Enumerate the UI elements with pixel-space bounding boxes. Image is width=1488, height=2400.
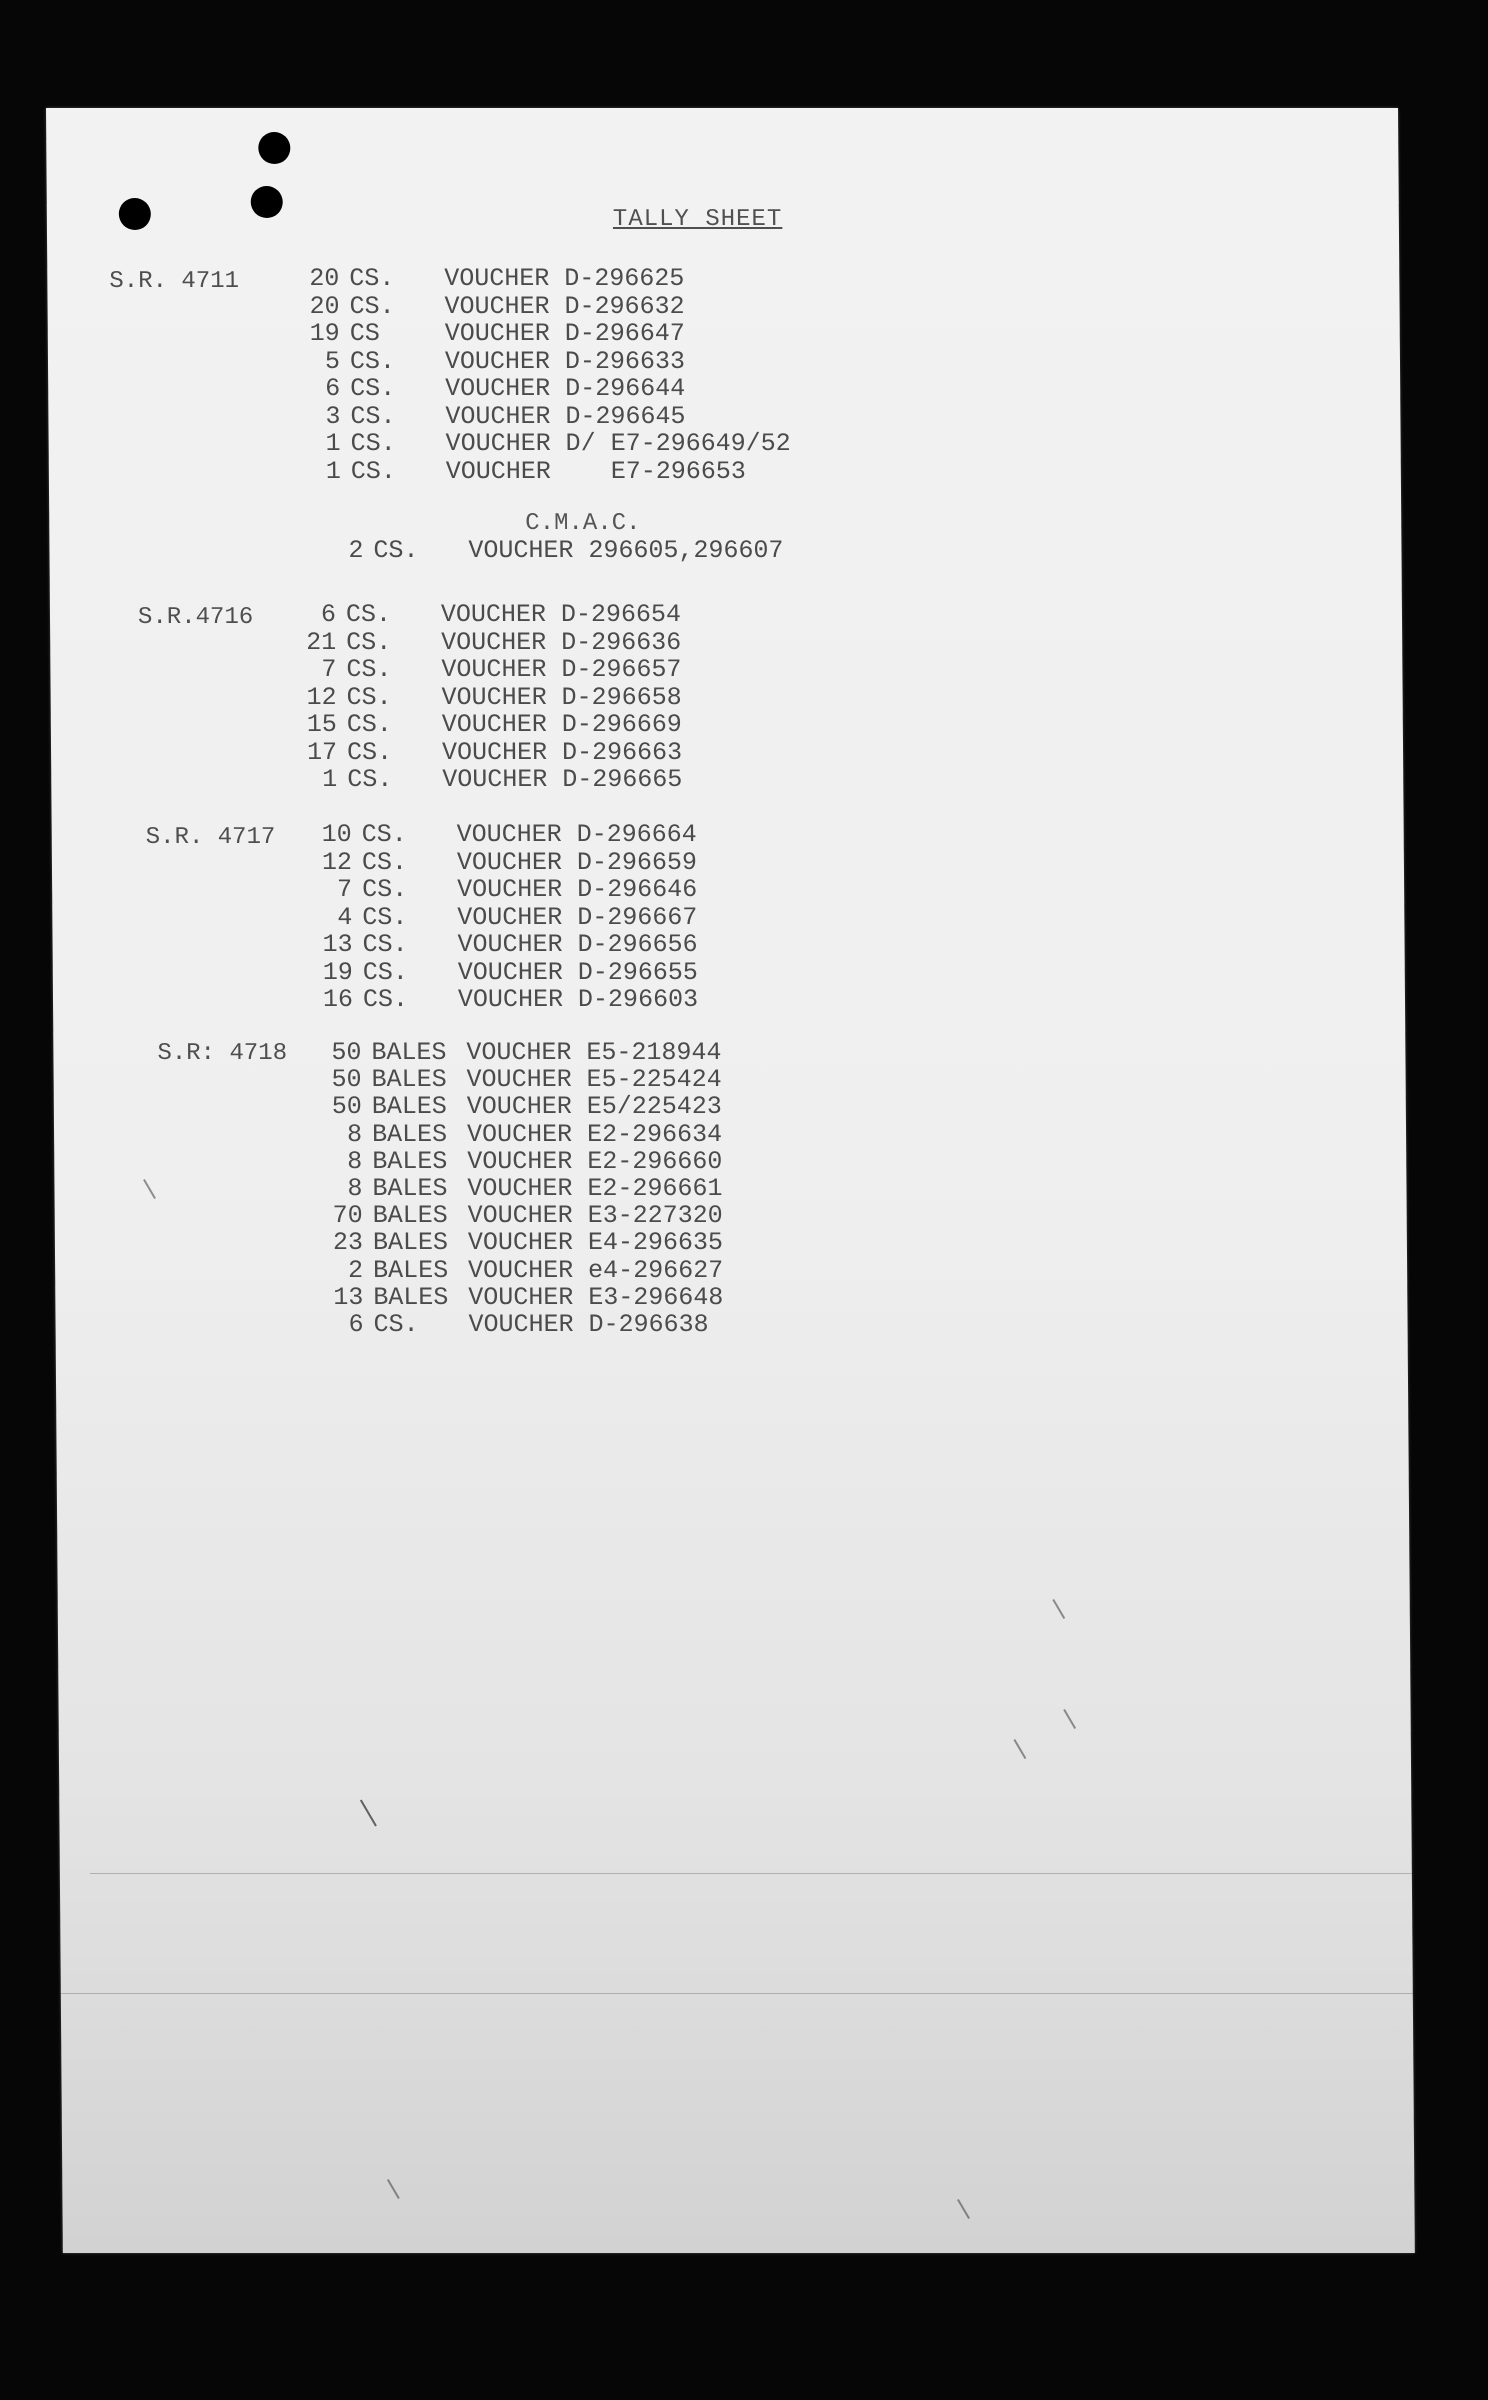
unit: CS. bbox=[346, 655, 392, 684]
fold-line bbox=[90, 1873, 1412, 1874]
scan-mark bbox=[957, 2199, 970, 2219]
quantity: 23 bbox=[332, 1228, 364, 1258]
unit: BALES bbox=[371, 1038, 447, 1067]
tally-line bbox=[321, 1283, 723, 1310]
tally-line bbox=[295, 710, 682, 737]
voucher-label: VOUCHER bbox=[468, 1255, 574, 1285]
voucher-number: E2-296660 bbox=[587, 1146, 723, 1176]
quantity: 8 bbox=[346, 1119, 363, 1149]
scan-mark bbox=[143, 1179, 156, 1199]
voucher-number: D-296636 bbox=[561, 627, 682, 657]
scan-mark bbox=[360, 1800, 377, 1827]
quantity: 6 bbox=[320, 600, 337, 629]
voucher-number: D-296603 bbox=[577, 985, 699, 1014]
tally-line bbox=[320, 1147, 722, 1174]
voucher-number: D-296659 bbox=[576, 847, 698, 877]
unit: CS. bbox=[345, 600, 392, 629]
voucher-number: D-296669 bbox=[561, 710, 682, 739]
scan-mark bbox=[1052, 1599, 1065, 1619]
voucher-label: VOUCHER bbox=[468, 536, 574, 565]
section-subheading: C.M.A.C. bbox=[525, 510, 641, 537]
unit: CS. bbox=[347, 765, 393, 794]
tally-line bbox=[321, 1228, 724, 1258]
voucher-label: VOUCHER bbox=[468, 1310, 574, 1339]
quantity: 19 bbox=[309, 319, 340, 348]
voucher-number: D-296663 bbox=[561, 737, 683, 767]
voucher-number: D-296632 bbox=[564, 291, 685, 321]
quantity: 12 bbox=[321, 847, 353, 877]
voucher-number: D-296644 bbox=[565, 374, 686, 403]
tally-line bbox=[297, 264, 684, 291]
unit: CS. bbox=[350, 456, 396, 486]
unit: CS. bbox=[349, 346, 396, 376]
voucher-label: VOUCHER bbox=[444, 346, 551, 376]
quantity: 10 bbox=[321, 820, 352, 849]
quantity: 7 bbox=[321, 655, 337, 684]
tally-line bbox=[321, 536, 783, 563]
quantity: 6 bbox=[325, 374, 341, 403]
tally-line bbox=[319, 1038, 721, 1065]
voucher-label: VOUCHER bbox=[466, 1092, 572, 1122]
scan-mark bbox=[1013, 1739, 1026, 1759]
unit: CS. bbox=[373, 536, 419, 565]
quantity: 17 bbox=[306, 737, 338, 767]
tally-line bbox=[297, 292, 684, 319]
voucher-number: E5/225423 bbox=[586, 1092, 722, 1122]
fold-line bbox=[61, 1993, 1413, 1994]
voucher-label: VOUCHER bbox=[466, 1065, 572, 1095]
voucher-label: VOUCHER bbox=[457, 902, 563, 932]
voucher-number: D-296625 bbox=[564, 264, 685, 293]
voucher-label: VOUCHER bbox=[467, 1201, 573, 1231]
unit: CS. bbox=[350, 429, 396, 458]
unit: CS. bbox=[361, 820, 407, 849]
unit: BALES bbox=[372, 1201, 448, 1231]
quantity: 3 bbox=[325, 401, 341, 431]
unit: CS. bbox=[346, 682, 392, 712]
quantity: 21 bbox=[306, 627, 337, 657]
tally-line bbox=[311, 985, 698, 1012]
shipment-reference: S.R. 4711 bbox=[109, 268, 240, 295]
tally-line bbox=[310, 930, 697, 957]
unit: CS. bbox=[346, 737, 393, 767]
voucher-number: E2-296661 bbox=[587, 1174, 723, 1203]
tally-line bbox=[298, 374, 685, 401]
voucher-number: D-296664 bbox=[576, 820, 697, 849]
voucher-number: E7-296653 bbox=[565, 456, 746, 486]
unit: CS. bbox=[349, 264, 395, 293]
voucher-label: VOUCHER bbox=[467, 1174, 573, 1203]
quantity: 16 bbox=[322, 985, 354, 1014]
voucher-number: D/ E7-296649/52 bbox=[565, 429, 791, 458]
scan-mark bbox=[1063, 1709, 1076, 1729]
voucher-label: VOUCHER bbox=[441, 682, 547, 712]
quantity: 5 bbox=[324, 346, 341, 376]
tally-line bbox=[299, 429, 791, 456]
quantity: 20 bbox=[309, 264, 340, 293]
unit: CS. bbox=[362, 875, 408, 904]
tally-line bbox=[321, 1201, 723, 1231]
unit: BALES bbox=[371, 1065, 447, 1095]
quantity: 7 bbox=[337, 875, 353, 904]
unit: BALES bbox=[373, 1282, 449, 1312]
voucher-label: VOUCHER bbox=[444, 264, 550, 293]
tally-line bbox=[299, 457, 746, 484]
tally-line bbox=[295, 683, 682, 710]
voucher-number: D-296638 bbox=[588, 1310, 709, 1339]
voucher-label: VOUCHER bbox=[441, 710, 547, 739]
tally-line bbox=[294, 600, 681, 627]
voucher-number: D-296656 bbox=[577, 930, 698, 959]
voucher-label: VOUCHER bbox=[442, 765, 548, 794]
tally-line bbox=[320, 1174, 722, 1201]
quantity: 70 bbox=[332, 1201, 363, 1231]
unit: BALES bbox=[372, 1174, 448, 1203]
quantity: 15 bbox=[306, 710, 337, 739]
punch-hole bbox=[251, 186, 283, 218]
tally-line bbox=[298, 319, 685, 346]
voucher-label: VOUCHER bbox=[441, 627, 547, 657]
tally-line bbox=[310, 903, 697, 930]
voucher-number: E3-227320 bbox=[587, 1201, 723, 1231]
tally-line bbox=[294, 628, 681, 655]
unit: CS. bbox=[349, 291, 395, 321]
voucher-number: D-296646 bbox=[577, 875, 698, 904]
quantity: 12 bbox=[306, 682, 337, 712]
unit: CS. bbox=[362, 957, 408, 987]
tally-line bbox=[310, 848, 697, 875]
voucher-number: 296605,296607 bbox=[588, 536, 784, 565]
voucher-number: D-296665 bbox=[562, 765, 683, 794]
unit: BALES bbox=[372, 1146, 448, 1176]
voucher-number: D-296645 bbox=[565, 401, 686, 431]
tally-line bbox=[298, 402, 685, 429]
quantity: 20 bbox=[309, 291, 340, 321]
voucher-label: VOUCHER bbox=[468, 1282, 574, 1312]
tally-line bbox=[320, 1092, 722, 1122]
tally-line bbox=[320, 1065, 722, 1095]
shipment-reference: S.R.4716 bbox=[137, 604, 254, 631]
tally-line bbox=[311, 958, 698, 985]
quantity: 50 bbox=[331, 1065, 362, 1095]
voucher-label: VOUCHER bbox=[467, 1228, 574, 1258]
punch-hole bbox=[258, 132, 290, 164]
unit: CS. bbox=[346, 627, 392, 657]
tally-line bbox=[310, 875, 697, 902]
unit: CS. bbox=[350, 374, 396, 403]
unit: BALES bbox=[372, 1228, 449, 1258]
unit: CS. bbox=[373, 1310, 419, 1339]
quantity: 2 bbox=[347, 1255, 364, 1285]
unit: BALES bbox=[371, 1092, 447, 1122]
unit: CS. bbox=[362, 930, 408, 959]
shipment-reference: S.R. 4717 bbox=[145, 824, 276, 851]
voucher-number: e4-296627 bbox=[588, 1255, 724, 1285]
quantity: 2 bbox=[348, 536, 364, 565]
voucher-label: VOUCHER bbox=[457, 875, 563, 904]
quantity: 6 bbox=[348, 1310, 364, 1339]
quantity: 4 bbox=[337, 902, 353, 932]
tally-line bbox=[295, 738, 682, 765]
tally-line bbox=[295, 765, 682, 792]
voucher-number: D-296654 bbox=[560, 600, 682, 629]
tally-line bbox=[294, 655, 681, 682]
voucher-number: D-296655 bbox=[577, 957, 698, 987]
quantity: 1 bbox=[322, 765, 338, 794]
voucher-number: D-296658 bbox=[561, 682, 682, 712]
voucher-label: VOUCHER bbox=[445, 374, 551, 403]
unit: CS. bbox=[362, 902, 408, 932]
shipment-reference: S.R: 4718 bbox=[157, 1040, 288, 1067]
voucher-number: E3-296648 bbox=[588, 1282, 724, 1312]
voucher-label: VOUCHER bbox=[457, 930, 563, 959]
tally-line bbox=[321, 1256, 723, 1283]
voucher-label: VOUCHER bbox=[456, 847, 563, 877]
quantity: 8 bbox=[347, 1146, 363, 1176]
quantity: 1 bbox=[325, 456, 341, 486]
tally-line bbox=[298, 347, 685, 374]
unit: CS. bbox=[362, 985, 409, 1014]
paper-sheet bbox=[46, 108, 1415, 2253]
voucher-number: E2-296634 bbox=[586, 1119, 723, 1149]
unit: BALES bbox=[371, 1119, 448, 1149]
unit: CS. bbox=[350, 401, 396, 431]
voucher-label: VOUCHER bbox=[466, 1119, 573, 1149]
voucher-label: VOUCHER bbox=[445, 429, 551, 458]
voucher-label: VOUCHER bbox=[441, 655, 547, 684]
voucher-label: VOUCHER bbox=[444, 319, 550, 348]
voucher-number: D-296667 bbox=[577, 902, 698, 932]
voucher-label: VOUCHER bbox=[441, 737, 548, 767]
voucher-number: D-296647 bbox=[564, 319, 685, 348]
voucher-label: VOUCHER bbox=[440, 600, 547, 629]
voucher-label: VOUCHER bbox=[445, 401, 551, 431]
voucher-number: D-296633 bbox=[564, 346, 686, 376]
voucher-number: E4-296635 bbox=[587, 1228, 724, 1258]
voucher-label: VOUCHER bbox=[457, 957, 563, 987]
tally-line bbox=[320, 1120, 722, 1147]
voucher-label: VOUCHER bbox=[457, 985, 564, 1014]
document-title: TALLY SHEET bbox=[612, 206, 783, 233]
tally-line bbox=[321, 1310, 708, 1337]
quantity: 1 bbox=[325, 429, 341, 458]
voucher-label: VOUCHER bbox=[444, 291, 550, 321]
unit: CS. bbox=[346, 710, 392, 739]
quantity: 50 bbox=[331, 1038, 362, 1067]
punch-hole bbox=[119, 198, 151, 230]
voucher-number: E5-218944 bbox=[586, 1038, 722, 1067]
scan-mark bbox=[387, 2179, 400, 2199]
voucher-label: VOUCHER bbox=[467, 1146, 573, 1176]
voucher-label: VOUCHER bbox=[456, 820, 562, 849]
unit: CS. bbox=[361, 847, 408, 877]
voucher-number: E5-225424 bbox=[586, 1065, 722, 1095]
quantity: 19 bbox=[322, 957, 353, 987]
quantity: 50 bbox=[331, 1092, 362, 1122]
quantity: 13 bbox=[333, 1282, 364, 1312]
voucher-label: VOUCHER bbox=[445, 456, 551, 486]
voucher-number: D-296657 bbox=[561, 655, 682, 684]
voucher-label: VOUCHER bbox=[466, 1038, 572, 1067]
quantity: 13 bbox=[322, 930, 353, 959]
tally-line bbox=[310, 820, 697, 847]
unit: CS bbox=[349, 319, 380, 348]
unit: BALES bbox=[373, 1255, 449, 1285]
quantity: 8 bbox=[347, 1174, 363, 1203]
